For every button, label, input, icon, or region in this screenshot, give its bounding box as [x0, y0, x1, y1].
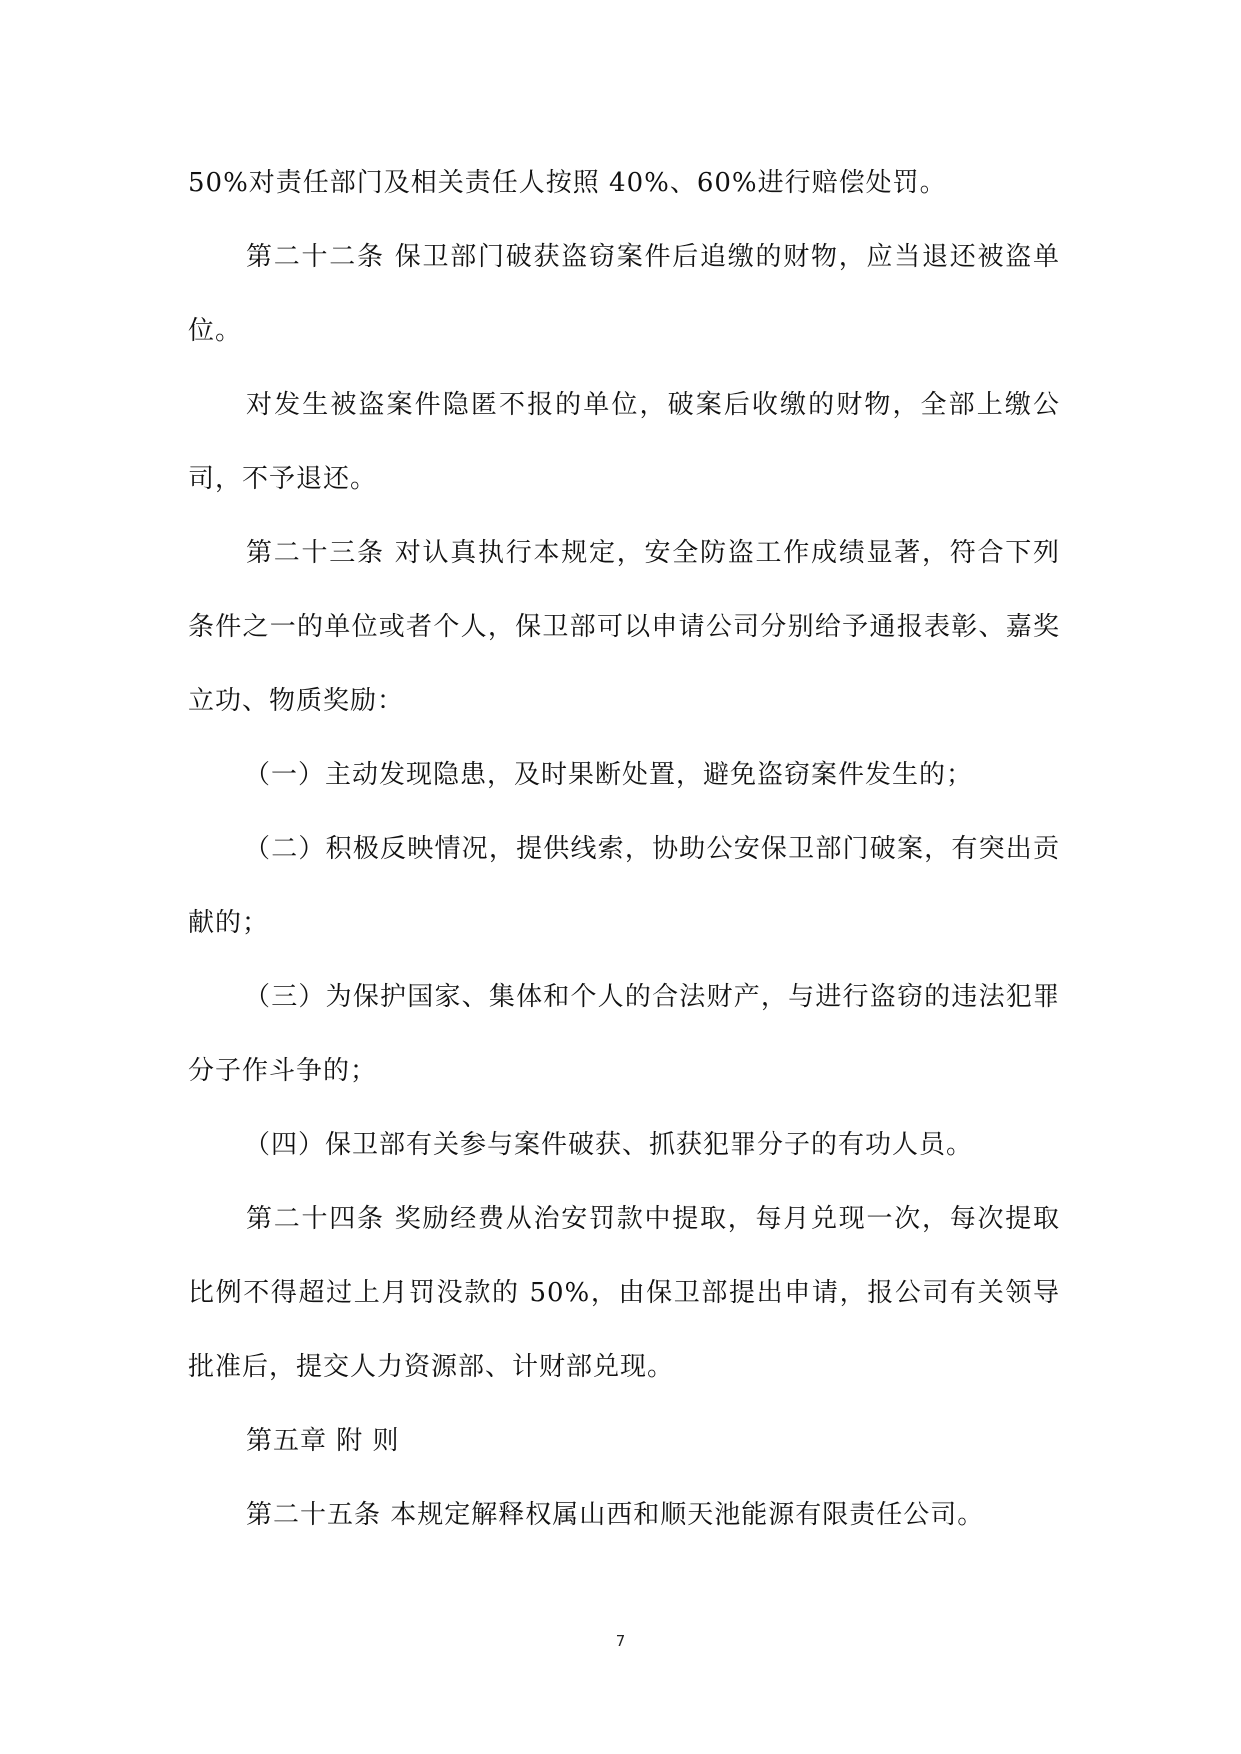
paragraph-article-25: 第二十五条 本规定解释权属山西和顺天池能源有限责任公司。	[246, 1500, 985, 1530]
paragraph-unreported-theft: 对发生被盗案件隐匿不报的单位，破案后收缴的财物，全部上缴公司，不予退还。	[188, 390, 1060, 494]
document-body	[188, 146, 1060, 1552]
list-item-1: （一）主动发现隐患，及时果断处置，避免盗窃案件发生的；	[244, 760, 974, 790]
chapter-heading: 第五章 附 则	[246, 1426, 400, 1456]
list-item-4: （四）保卫部有关参与案件破获、抓获犯罪分子的有功人员。	[244, 1130, 974, 1160]
page-number: 7	[615, 1632, 626, 1650]
paragraph-continuation: 50%对责任部门及相关责任人按照 40%、60%进行赔偿处罚。	[188, 168, 947, 198]
paragraph-article-24: 第二十四条 奖励经费从治安罚款中提取，每月兑现一次，每次提取比例不得超过上月罚没款的 50%，由保卫部提出申请，报公司有关领导批准后，提交人力资源部、计财部兑现。	[188, 1204, 1060, 1382]
paragraph-article-22: 第二十二条 保卫部门破获盗窃案件后追缴的财物，应当退还被盗单位。	[188, 242, 1060, 346]
paragraph-article-23: 第二十三条 对认真执行本规定，安全防盗工作成绩显著，符合下列条件之一的单位或者个人，保卫部可以申请公司分别给予通报表彰、嘉奖立功、物质奖励：	[188, 538, 1060, 716]
list-item-3: （三）为保护国家、集体和个人的合法财产，与进行盗窃的违法犯罪分子作斗争的；	[188, 982, 1060, 1086]
list-item-2: （二）积极反映情况，提供线索，协助公安保卫部门破案，有突出贡献的；	[188, 834, 1060, 938]
